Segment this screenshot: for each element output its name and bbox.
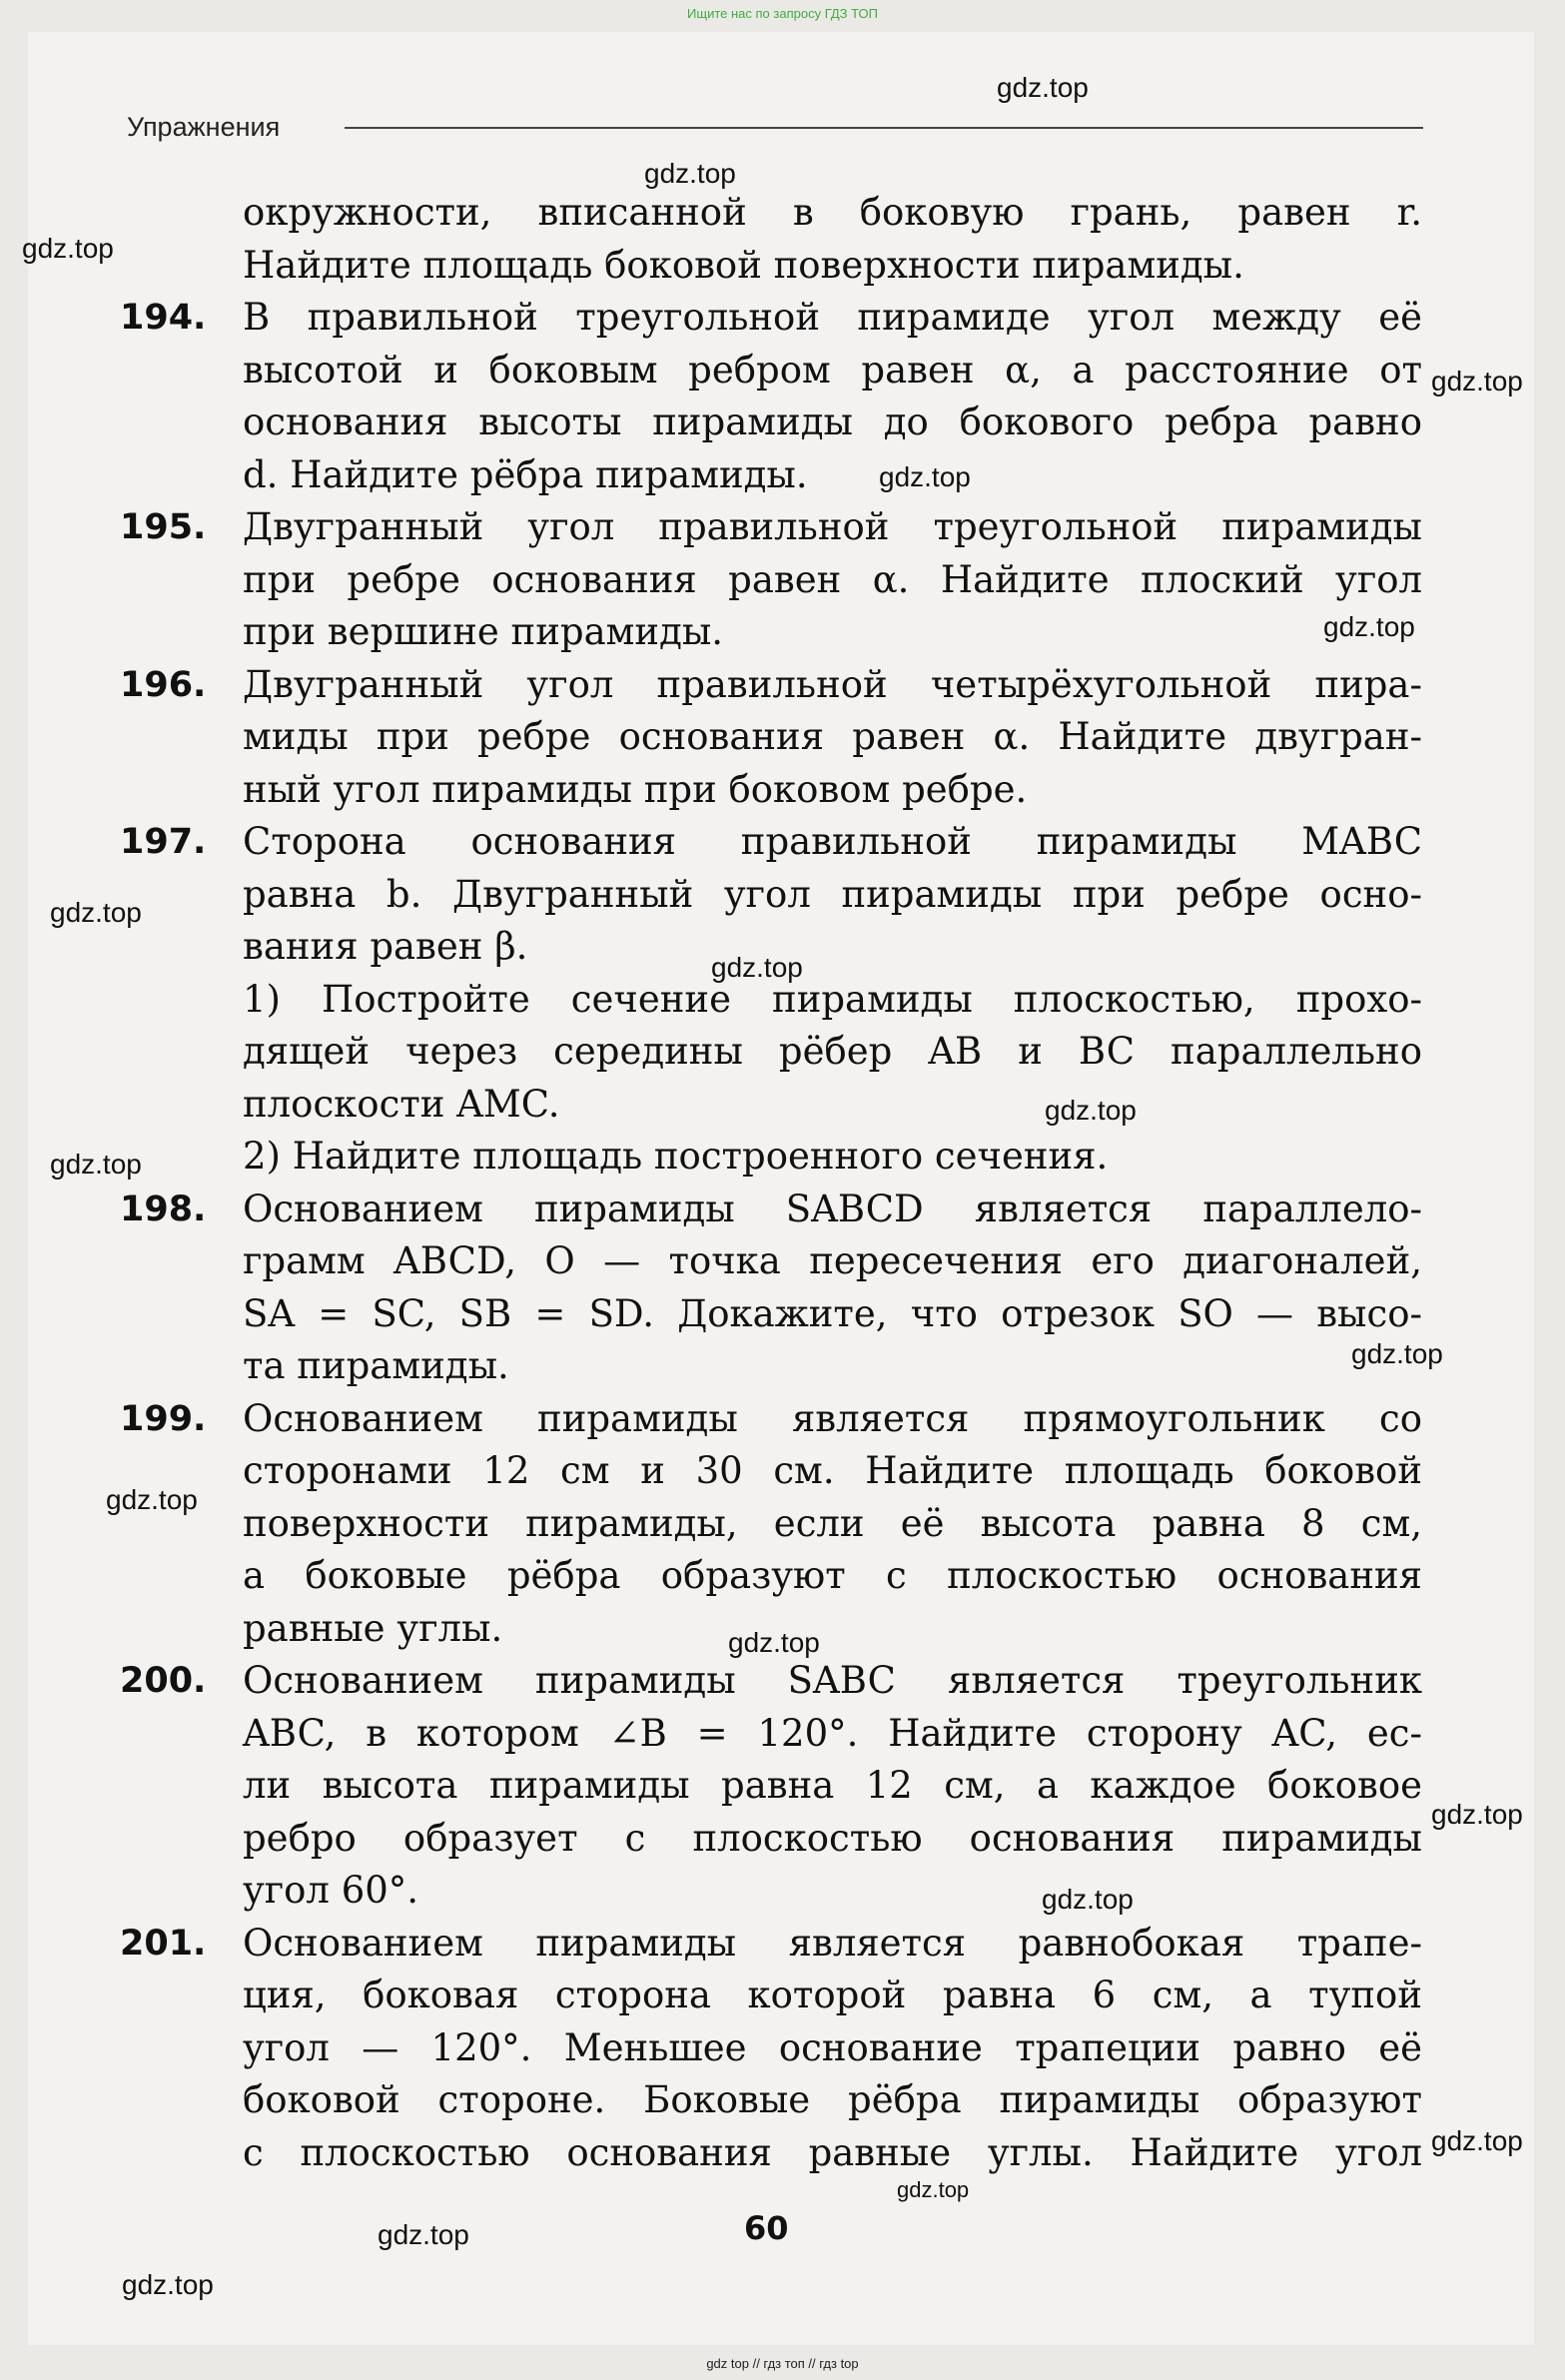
exercise-197 [120, 816, 1428, 1184]
section-header: Упражнения [127, 112, 281, 142]
text-line: Основанием пирамиды SABCD является параллело- [243, 1187, 1422, 1230]
text-line: а боковые рёбра образуют с плоскостью основания [243, 1554, 1422, 1597]
watermark: gdz.top [711, 952, 803, 983]
exercise-201 [120, 1918, 1428, 2180]
text-line: основания высоты пирамиды до бокового ребра равно [243, 400, 1422, 443]
watermark: gdz.top [50, 897, 142, 928]
watermark: gdz.top [1431, 1799, 1523, 1830]
text-line: 2) Найдите площадь построенного сечения. [243, 1135, 1109, 1178]
text-line: ция, боковая сторона которой равна 6 см, а тупой [243, 1974, 1422, 2016]
text-line: ребро образует с плоскостью основания пирамиды [243, 1816, 1422, 1860]
watermark: gdz.top [728, 1627, 820, 1658]
text-line: 1) Постройте сечение пирамиды плоскостью, прохо- [243, 977, 1422, 1021]
watermark: gdz.top [879, 461, 971, 492]
watermark: gdz.top [50, 1149, 142, 1180]
text-line: равные углы. [243, 1606, 503, 1650]
watermark: gdz.top [22, 233, 114, 264]
text-line: d. Найдите рёбра пирамиды. [243, 452, 808, 496]
watermark: gdz.top [644, 158, 736, 189]
exercise-194 [120, 292, 1428, 501]
text-line: боковой стороне. Боковые рёбра пирамиды образуют [243, 2078, 1422, 2121]
exercise-number: 197. [120, 822, 207, 862]
text-line: ли высота пирамиды равна 12 см, а каждое боковое [243, 1764, 1422, 1807]
text-line: SA = SC, SB = SD. Докажите, что отрезок SO — высо- [243, 1291, 1422, 1335]
watermark: gdz.top [1431, 366, 1523, 397]
exercise-number: 198. [120, 1189, 207, 1229]
text-line: угол 60°. [243, 1869, 419, 1912]
text-line: та пирамиды. [243, 1344, 509, 1387]
text-line: Найдите площадь боковой поверхности пирамиды. [243, 243, 1244, 287]
watermark: gdz.top [1042, 1884, 1134, 1915]
text-line: при ребре основания равен α. Найдите плоский угол [243, 557, 1422, 601]
watermark: gdz.top [897, 2177, 970, 2202]
text-line: Двугранный угол правильной треугольной пирамиды [243, 505, 1422, 548]
watermark: gdz.top [106, 1484, 198, 1515]
text-line: Основанием пирамиды SABC является треугольник [243, 1659, 1422, 1702]
text-line: Основанием пирамиды является равнобокая трапе- [243, 1921, 1422, 1965]
text-line: ный угол пирамиды при боковом ребре. [243, 767, 1028, 811]
text-line: миды при ребре основания равен α. Найдите двугран- [243, 715, 1422, 758]
exercise-195 [120, 501, 1428, 659]
text-line: грамм ABCD, O — точка пересечения его диагоналей, [243, 1239, 1422, 1282]
text-line: Основанием пирамиды является прямоугольник со [243, 1396, 1422, 1440]
exercise-199 [120, 1393, 1428, 1656]
text-line: с плоскостью основания равные углы. Найдите угол [243, 2130, 1422, 2174]
watermark: gdz.top [378, 2219, 469, 2250]
exercise-number: 200. [120, 1661, 207, 1701]
watermark: gdz.top [1431, 2125, 1523, 2156]
text-line: вания равен β. [243, 925, 528, 968]
text-line: окружности, вписанной в боковую грань, равен r. [243, 191, 1422, 234]
exercise-number: 194. [120, 298, 207, 338]
text-line: В правильной треугольной пирамиде угол между её [243, 296, 1422, 339]
exercise-number: 195. [120, 507, 207, 547]
watermark: gdz.top [1323, 611, 1415, 642]
header-rule [345, 127, 1423, 129]
text-line: ABC, в котором ∠B = 120°. Найдите сторону AC, ес- [243, 1711, 1422, 1755]
watermark: gdz.top [997, 72, 1089, 103]
watermark: gdz.top [1351, 1338, 1443, 1369]
exercise-number: 196. [120, 664, 207, 705]
top-banner: Ищите нас по запросу ГДЗ ТОП [687, 6, 878, 21]
exercise-number: 199. [120, 1398, 207, 1439]
text-line: высотой и боковым ребром равен α, а расстояние от [243, 348, 1422, 392]
text-line: сторонами 12 см и 30 см. Найдите площадь боковой [243, 1449, 1422, 1492]
exercise-200 [120, 1655, 1428, 1918]
text-line: равна b. Двугранный угол пирамиды при ребре осно- [243, 872, 1422, 916]
watermark: gdz.top [1045, 1095, 1137, 1126]
page-number: 60 [744, 2209, 789, 2247]
continuation-text [120, 187, 1428, 292]
text-line: Сторона основания правильной пирамиды MABC [243, 820, 1422, 863]
text-line: при вершине пирамиды. [243, 610, 724, 653]
text-line: Двугранный угол правильной четырёхугольной пира- [243, 662, 1422, 706]
exercise-number: 201. [120, 1923, 207, 1964]
exercise-list [120, 187, 1428, 2179]
text-line: поверхности пирамиды, если её высота равна 8 см, [243, 1501, 1422, 1545]
text-line: дящей через середины рёбер AB и BC параллельно [243, 1030, 1422, 1073]
exercise-196 [120, 659, 1428, 817]
text-line: угол — 120°. Меньшее основание трапеции равно её [243, 2025, 1422, 2069]
watermark: gdz.top [122, 2269, 214, 2300]
exercise-198 [120, 1184, 1428, 1393]
text-line: плоскости AMC. [243, 1082, 560, 1126]
bottom-banner: gdz top // гдз топ // гдз top [706, 2356, 859, 2371]
